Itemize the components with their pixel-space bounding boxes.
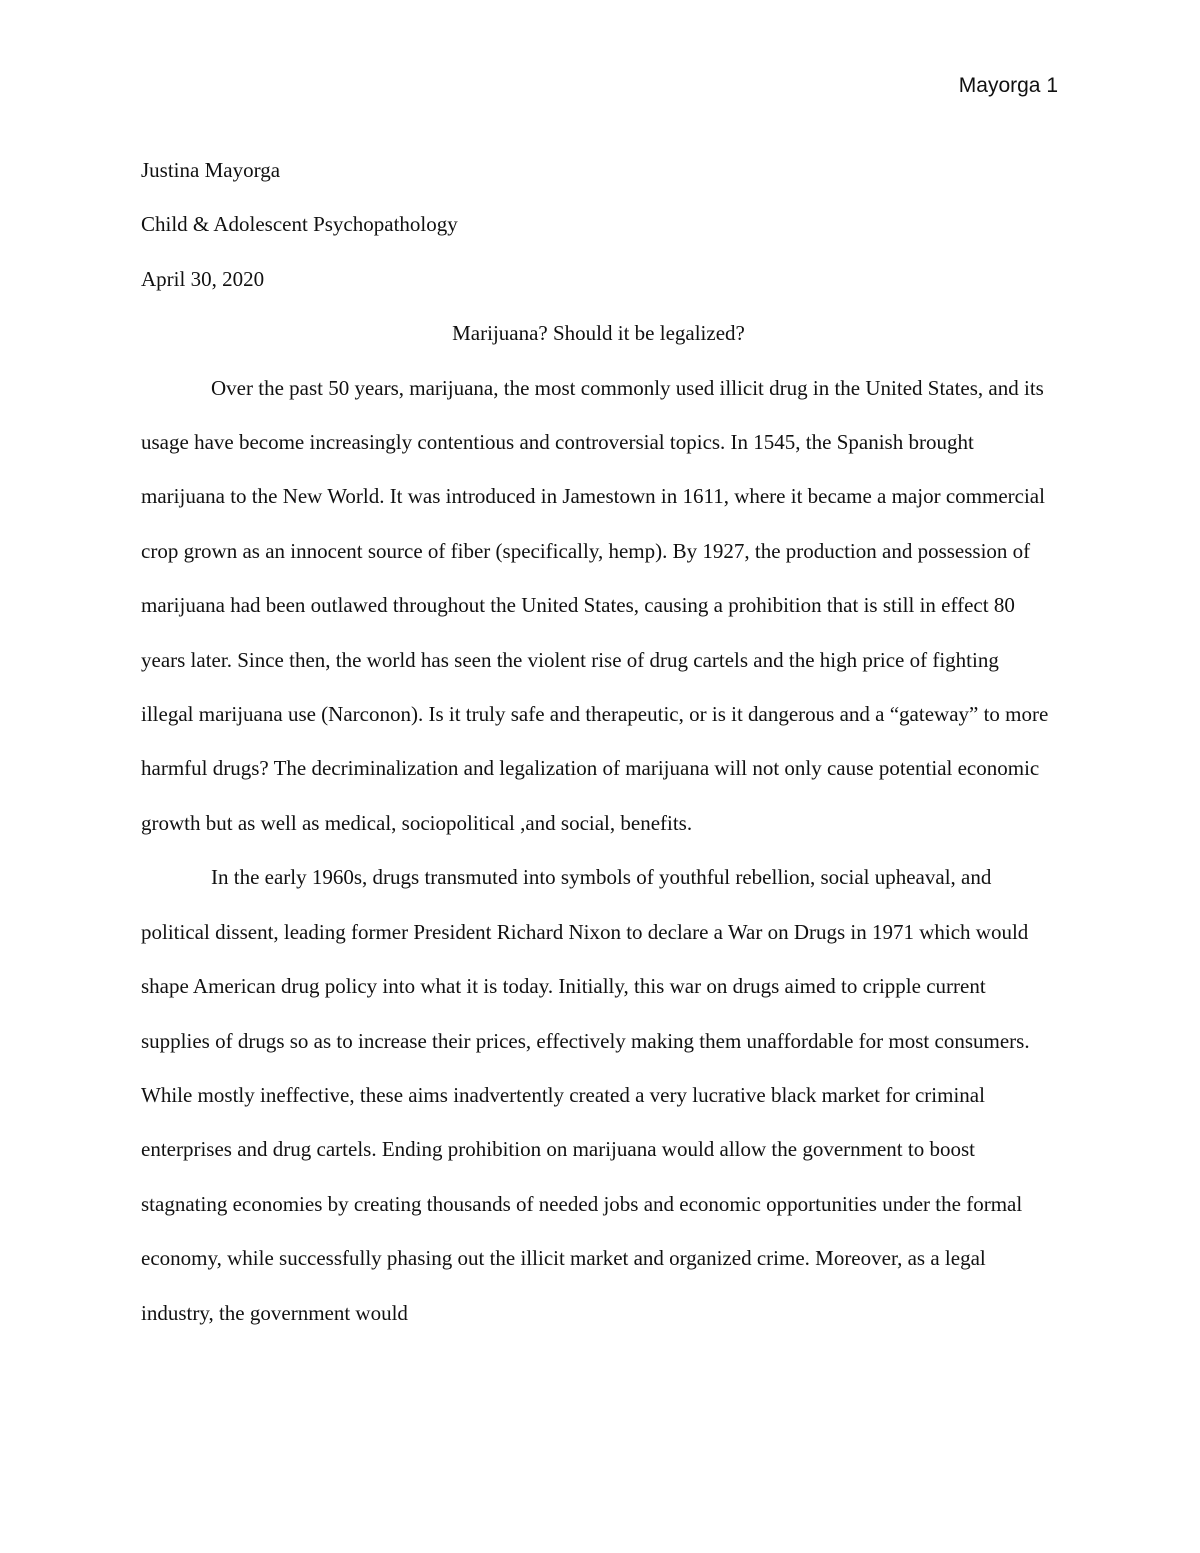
paragraph: Over the past 50 years, marijuana, the most commonly used illicit drug in the United States, and its usage have become increasingly contentious and controversial topics. In 1545, the Spanish brought marijuana to the New World. It was introduced in Jamestown in 1611, where it became a major commercial crop grown as an innocent source of fiber (specifically, hemp). By 1927, the production and possession of marijuana had been outlawed throughout the United States, causing a prohibition that is still in effect 80 years later. Since then, the world has seen the violent rise of drug cartels and the high price of fighting illegal marijuana use (Narconon). Is it truly safe and therapeutic, or is it dangerous and a “gateway” to more harmful drugs? The decriminalization and legalization of marijuana will not only cause potential economic growth but as well as medical, sociopolitical ,and social, benefits. — [141, 375, 1049, 835]
author-name: Justina Mayorga — [141, 158, 281, 182]
running-head: Mayorga 1 — [958, 74, 1058, 97]
course-name: Child & Adolescent Psychopathology — [141, 212, 458, 237]
date-line: April 30, 2020 — [141, 266, 265, 291]
paper-title: Marijuana? Should it be legalized? — [452, 321, 745, 346]
paragraph: In the early 1960s, drugs transmuted into symbols of youthful rebellion, social upheaval, and political dissent, leading former President Richard Nixon to declare a War on Drugs in 1971 which would shape American drug policy into what it is today. Initially, this war on drugs aimed to cripple current supplies of drugs so as to increase their prices, effectively making them unaffordable for most consumers. While mostly ineffective, these aims inadvertently created a very lucrative black market for criminal enterprises and drug cartels. Ending prohibition on marijuana would allow the government to boost stagnating economies by creating thousands of needed jobs and economic opportunities under the formal economy, while successfully phasing out the illicit market and organized crime. Moreover, as a legal industry, the government would — [141, 865, 1030, 1325]
document-body — [141, 143, 1056, 1340]
